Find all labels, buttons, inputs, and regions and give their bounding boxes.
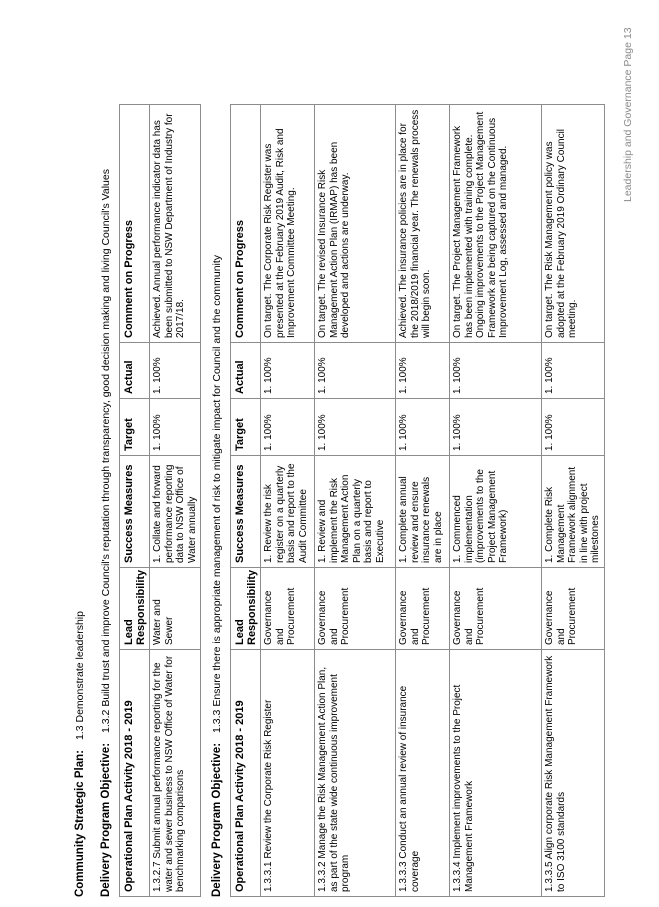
col-actual-header: Actual	[231, 343, 261, 399]
activity-cell: 1.3.2.7 Submit annual performance reporting for the water and sewer business to NSW Office of Water for benchmarking comparisons	[150, 650, 201, 897]
lead-cell: Governance and Procurement	[542, 568, 605, 650]
objective-value-2: 1.3.3 Ensure there is appropriate management of risk to mitigate impact for Council and the community	[211, 254, 223, 733]
csp-label: Community Strategic Plan:	[74, 750, 86, 897]
comment-cell: On target. The Project Management Framework has been implemented with training complete. Ongoing improvements to the Project Management Framework are being captured on the Continuous Improvement Log, assessed and managed.	[450, 105, 542, 343]
actual-cell: 1. 100%	[396, 343, 450, 399]
lead-cell: Governance and Procurement	[396, 568, 450, 650]
col-lead-header: Lead Responsibility	[120, 568, 150, 650]
comment-cell: On target. The Risk Management policy was adopted at the February 2019 Ordinary Council meeting.	[542, 105, 605, 343]
col-activity-header: Operational Plan Activity 2018 - 2019	[120, 650, 150, 897]
objective-value-1: 1.3.2 Build trust and improve Council's reputation through transparency, good decision making and living Council's Values	[100, 169, 112, 733]
table-row	[150, 105, 201, 897]
target-cell: 1. 100%	[261, 399, 315, 456]
col-comment-header: Comment on Progress	[231, 105, 261, 343]
measure-cell: 1. Complete annual review and ensure insurance renewals are in place	[396, 456, 450, 568]
community-strategic-plan-line	[74, 611, 86, 897]
lead-cell: Governance and Procurement	[450, 568, 542, 650]
actual-cell: 1. 100%	[450, 343, 542, 399]
measure-cell: 1. Commenced implementation (improvements to the Project Management Framework)	[450, 456, 542, 568]
measure-cell: 1. Review and implement the Risk Management Action Plan on a quarterly basis and report to Executive	[315, 456, 396, 568]
measure-cell: 1. Complete Risk Management Framework alignment in line with project milestones	[542, 456, 605, 568]
measure-cell: 1. Review the risk register on a quarterly basis and report to the Audit Committee	[261, 456, 315, 568]
objective-label-2: Delivery Program Objective:	[211, 742, 223, 897]
table-row	[450, 105, 542, 897]
col-target-header: Target	[120, 399, 150, 456]
activity-table-2	[230, 104, 605, 897]
lead-cell: Governance and Procurement	[261, 568, 315, 650]
activity-cell: 1.3.3.5 Align corporate Risk Management Framework to ISO 3100 standards	[542, 650, 605, 897]
actual-cell: 1. 100%	[315, 343, 396, 399]
comment-cell: Achieved. Annual performance indicator data has been submitted to NSW Department of Industry for 2017/18.	[150, 105, 201, 343]
table-row	[542, 105, 605, 897]
objective-label-1: Delivery Program Objective:	[100, 742, 112, 897]
activity-cell: 1.3.3.1 Review the Corporate Risk Register	[261, 650, 315, 897]
target-cell: 1. 100%	[396, 399, 450, 456]
objective-line-1	[100, 169, 112, 897]
actual-cell: 1. 100%	[261, 343, 315, 399]
comment-cell: On target. The revised Insurance Risk Management Action Plan (IRMAP) has been developed and actions are underway.	[315, 105, 396, 343]
activity-table-1	[119, 104, 201, 897]
col-actual-header: Actual	[120, 343, 150, 399]
table-row	[396, 105, 450, 897]
lead-cell: Water and Sewer	[150, 568, 201, 650]
actual-cell: 1. 100%	[150, 343, 201, 399]
target-cell: 1. 100%	[450, 399, 542, 456]
col-measures-header: Success Measures	[120, 456, 150, 568]
measure-cell: 1. Collate and forward performance reporting data to NSW Office of Water annually	[150, 456, 201, 568]
col-activity-header: Operational Plan Activity 2018 - 2019	[231, 650, 261, 897]
csp-value: 1.3 Demonstrate leadership	[74, 611, 86, 741]
comment-cell: Achieved. The insurance policies are in place for the 2018/2019 financial year. The renewals process will begin soon.	[396, 105, 450, 343]
target-cell: 1. 100%	[150, 399, 201, 456]
target-cell: 1. 100%	[542, 399, 605, 456]
lead-cell: Governance and Procurement	[315, 568, 396, 650]
col-target-header: Target	[231, 399, 261, 456]
comment-cell: On target. The Corporate Risk Register was presented at the February 2019 Audit, Risk and Improvement Committee Meeting.	[261, 105, 315, 343]
table-row	[261, 105, 315, 897]
col-measures-header: Success Measures	[231, 456, 261, 568]
col-lead-header: Lead Responsibility	[231, 568, 261, 650]
table-header-row	[231, 105, 261, 897]
table-row	[315, 105, 396, 897]
activity-cell: 1.3.3.2 Manage the Risk Management Action Plan, as part of the state wide continuous improvement program	[315, 650, 396, 897]
activity-cell: 1.3.3.4 Implement improvements to the Project Management Framework	[450, 650, 542, 897]
objective-line-2	[211, 255, 223, 897]
target-cell: 1. 100%	[315, 399, 396, 456]
activity-cell: 1.3.3.3 Conduct an annual review of insurance coverage	[396, 650, 450, 897]
table-header-row	[120, 105, 150, 897]
col-comment-header: Comment on Progress	[120, 105, 150, 343]
actual-cell: 1. 100%	[542, 343, 605, 399]
page-footer: Leadership and Governance Page 13	[622, 27, 634, 202]
